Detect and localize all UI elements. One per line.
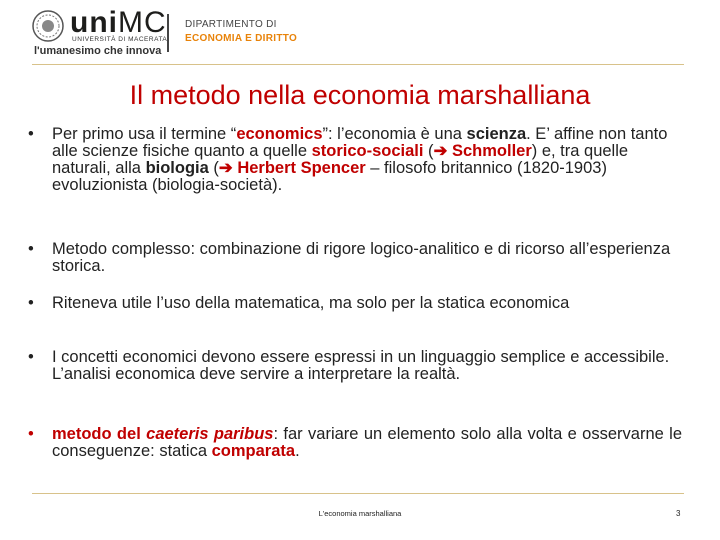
bullet-dot: • xyxy=(28,125,34,143)
bullet-text: Riteneva utile l’uso della matematica, ma solo per la statica economica xyxy=(52,294,570,312)
bullet-dot: • xyxy=(28,425,34,443)
bullet-text: I concetti economici devono essere espressi in un linguaggio semplice e accessibile. L’analisi economica deve servire a interpretare la realtà. xyxy=(52,348,670,383)
bullet-text: Metodo complesso: combinazione di rigore logico-analitico e di ricorso all’esperienza storica. xyxy=(52,240,671,275)
footer-rule xyxy=(32,493,684,494)
page-number: 3 xyxy=(676,509,681,518)
tagline: l'umanesimo che innova xyxy=(34,45,162,57)
header xyxy=(0,0,720,66)
footer-text: L'economia marshalliana xyxy=(318,509,402,518)
header-divider xyxy=(167,14,169,52)
bullet-dot: • xyxy=(28,348,34,366)
header-rule xyxy=(32,64,684,65)
department-label: DIPARTIMENTO DI xyxy=(185,19,277,30)
university-seal-icon xyxy=(32,10,64,42)
slide-title: Il metodo nella economia marshalliana xyxy=(129,80,591,110)
bullet-text: Per primo usa il termine “economics”: l’economia è una scienza. E’ affine non tanto alle scienze fisiche quanto a quelle storico-sociali (➔ Schmoller) e, tra quelle naturali, alla biologia (➔ Herbert Spencer – filosofo britannico (1820-1903) evoluzionista (biologia-società). xyxy=(52,125,668,194)
bullet-text: metodo del caeteris paribus: far variare un elemento solo alla volta e osservarne le conseguenze: statica comparata. xyxy=(52,425,683,460)
university-logo: uniMC xyxy=(70,6,167,39)
university-name: UNIVERSITÀ DI MACERATA xyxy=(72,36,168,43)
bullet-dot: • xyxy=(28,240,34,258)
department-name: ECONOMIA E DIRITTO xyxy=(185,33,298,44)
bullet-dot: • xyxy=(28,294,34,312)
